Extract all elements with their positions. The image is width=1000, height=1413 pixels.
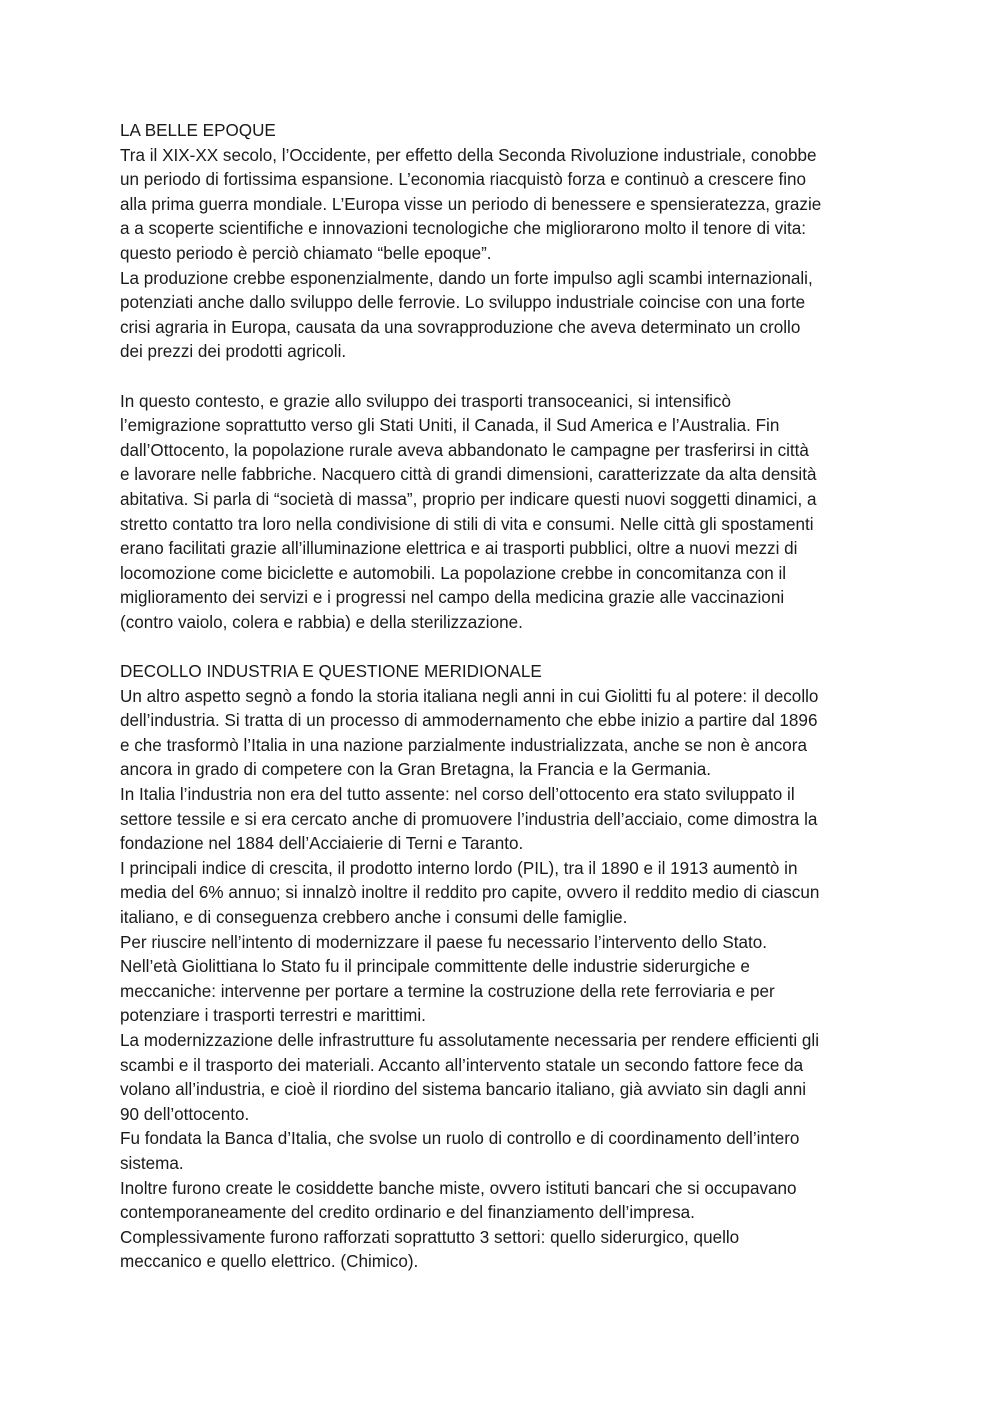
paragraph-line: crisi agraria in Europa, causata da una sovrapproduzione che aveva determinato un crollo: [120, 317, 801, 337]
paragraph: [120, 1226, 900, 1275]
paragraph-line: I principali indice di crescita, il prodotto interno lordo (PIL), tra il 1890 e il 1913 aumentò in: [120, 858, 798, 878]
paragraph-line: fondazione nel 1884 dell’Acciaierie di Terni e Taranto.: [120, 834, 524, 854]
paragraph: [120, 390, 900, 636]
paragraph-line: potenziare i trasporti terrestri e marittimi.: [120, 1006, 426, 1026]
blank-line: [120, 365, 900, 390]
paragraph-line: potenziati anche dallo sviluppo delle ferrovie. Lo sviluppo industriale coincise con una forte: [120, 293, 806, 313]
paragraph-line: e lavorare nelle fabbriche. Nacquero città di grandi dimensioni, caratterizzate da alta densità: [120, 465, 817, 485]
paragraph: [120, 144, 900, 267]
section-heading: LA BELLE EPOQUE: [120, 121, 276, 140]
paragraph: [120, 685, 900, 783]
paragraph-line: (contro vaiolo, colera e rabbia) e della sterilizzazione.: [120, 612, 523, 632]
paragraph-line: meccanico e quello elettrico. (Chimico).: [120, 1252, 419, 1272]
paragraph-line: scambi e il trasporto dei materiali. Accanto all’intervento statale un secondo fattore fece da: [120, 1055, 804, 1075]
section-decollo-industria: [120, 660, 900, 1275]
paragraph-line: stretto contatto tra loro nella condivisione di stili di vita e consumi. Nelle città gli spostamenti: [120, 514, 814, 534]
paragraph-line: ancora in grado di competere con la Gran Bretagna, la Francia e la Germania.: [120, 760, 712, 780]
paragraph-line: settore tessile e si era cercato anche di promuovere l’industria dell’acciaio, come dimostra la: [120, 809, 818, 829]
blank-line: [120, 635, 900, 660]
paragraph-line: volano all’industria, e cioè il riordino del sistema bancario italiano, già avviato sin dagli anni: [120, 1080, 807, 1100]
paragraph-line: questo periodo è perciò chiamato “belle epoque”.: [120, 243, 492, 263]
paragraph-line: Un altro aspetto segnò a fondo la storia italiana negli anni in cui Giolitti fu al potere: il decollo: [120, 686, 819, 706]
paragraph-line: a a scoperte scientifiche e innovazioni tecnologiche che migliorarono molto il tenore di vita:: [120, 219, 807, 239]
paragraph-line: In Italia l’industria non era del tutto assente: nel corso dell’ottocento era stato sviluppato il: [120, 785, 795, 805]
paragraph-line: l’emigrazione soprattutto verso gli Stati Uniti, il Canada, il Sud America e l’Australia. Fin: [120, 416, 780, 436]
paragraph: [120, 267, 900, 365]
paragraph: [120, 857, 900, 931]
section-heading: DECOLLO INDUSTRIA E QUESTIONE MERIDIONALE: [120, 662, 542, 682]
paragraph-line: meccaniche: intervenne per portare a termine la costruzione della rete ferroviaria e per: [120, 981, 775, 1001]
paragraph: [120, 931, 900, 956]
paragraph-line: erano facilitati grazie all’illuminazione elettrica e ai trasporti pubblici, oltre a nuovi mezzi di: [120, 539, 798, 559]
paragraph-line: Complessivamente furono rafforzati soprattutto 3 settori: quello siderurgico, quello: [120, 1227, 740, 1247]
paragraph-line: sistema.: [120, 1153, 184, 1173]
paragraph-line: 90 dell’ottocento.: [120, 1104, 250, 1124]
paragraph-line: italiano, e di conseguenza crebbero anche i consumi delle famiglie.: [120, 908, 628, 927]
paragraph: [120, 783, 900, 857]
paragraph-line: un periodo di fortissima espansione. L’economia riacquistò forza e continuò a crescere fino: [120, 170, 807, 190]
paragraph-line: contemporaneamente del credito ordinario e del finanziamento dell’impresa.: [120, 1203, 695, 1223]
paragraph: [120, 955, 900, 1029]
paragraph-line: abitativa. Si parla di “società di massa”, proprio per indicare questi nuovi soggetti dinamici, a: [120, 489, 817, 509]
paragraph-line: media del 6% annuo; si innalzò inoltre il reddito pro capite, ovvero il reddito medio di ciascun: [120, 883, 820, 903]
paragraph-line: La produzione crebbe esponenzialmente, dando un forte impulso agli scambi internazionali,: [120, 268, 813, 288]
paragraph-line: Tra il XIX-XX secolo, l’Occidente, per effetto della Seconda Rivoluzione industriale, conobbe: [120, 145, 817, 165]
paragraph-line: Inoltre furono create le cosiddette banche miste, ovvero istituti bancari che si occupavano: [120, 1178, 797, 1198]
paragraph: [120, 1029, 900, 1127]
paragraph-line: Per riuscire nell’intento di modernizzare il paese fu necessario l’intervento dello Stato.: [120, 932, 768, 952]
paragraph-line: locomozione come biciclette e automobili. La popolazione crebbe in concomitanza con il: [120, 563, 787, 583]
paragraph-line: Nell’età Giolittiana lo Stato fu il principale committente delle industrie siderurgiche e: [120, 957, 750, 977]
paragraph-line: dei prezzi dei prodotti agricoli.: [120, 342, 347, 362]
paragraph-line: In questo contesto, e grazie allo sviluppo dei trasporti transoceanici, si intensificò: [120, 391, 731, 411]
paragraph-line: e che trasformò l’Italia in una nazione parzialmente industrializzata, anche se non è ancora: [120, 735, 807, 755]
paragraph: [120, 1127, 900, 1176]
paragraph-line: miglioramento dei servizi e i progressi nel campo della medicina grazie alle vaccinazioni: [120, 588, 785, 608]
paragraph-line: Fu fondata la Banca d’Italia, che svolse un ruolo di controllo e di coordinamento dell’intero: [120, 1129, 800, 1149]
paragraph-line: alla prima guerra mondiale. L’Europa visse un periodo di benessere e spensieratezza, grazie: [120, 194, 822, 214]
paragraph-line: dall’Ottocento, la popolazione rurale aveva abbandonato le campagne per trasferirsi in città: [120, 440, 809, 460]
paragraph-line: dell’industria. Si tratta di un processo di ammodernamento che ebbe inizio a partire dal 1896: [120, 711, 818, 731]
paragraph: [120, 1177, 900, 1226]
document-body: [120, 119, 900, 1275]
paragraph-line: La modernizzazione delle infrastrutture fu assolutamente necessaria per rendere efficienti gli: [120, 1030, 820, 1050]
section-belle-epoque: [120, 119, 900, 635]
